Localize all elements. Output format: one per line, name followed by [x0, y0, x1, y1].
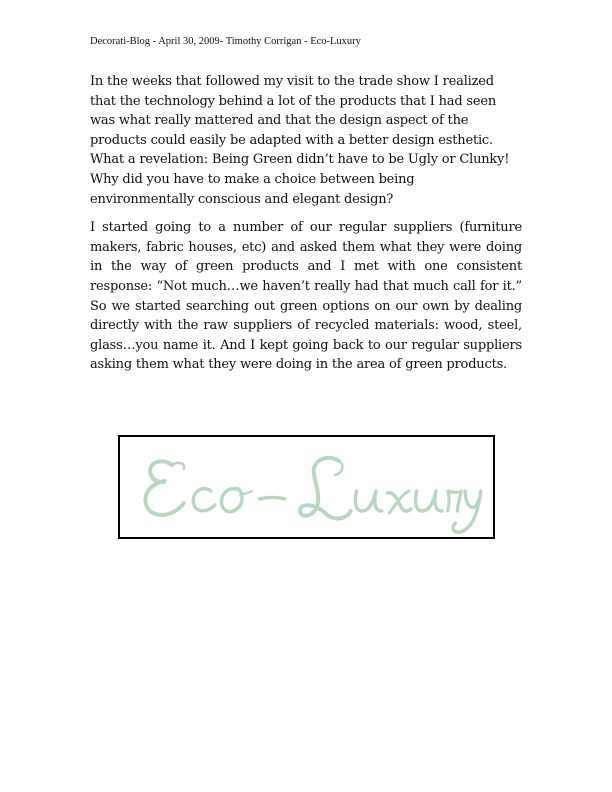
eco-luxury-logo-script [120, 437, 493, 537]
paragraph-1: In the weeks that followed my visit to the trade show I realized that the technology behind a lot of the products that I had seen was what really mattered and that the design aspect of the products could easily be adapted with a better design esthetic. What a revelation: Being Green didn’t have to be Ugly or Clunky! Why did you have to make a choice between being environmentally conscious and elegant design? [90, 74, 510, 207]
running-header: Decorati-Blog - April 30, 2009- Timothy Corrigan - Eco-Luxury [90, 36, 361, 47]
eco-luxury-logo [118, 435, 495, 539]
paragraph-2: I started going to a number of our regular suppliers (furniture makers, fabric houses, etc) and asked them what they were doing in the way of green products and I met with one consistent response: “Not much…we haven’t really had that much call for it.” So we started searching out green options on our own by dealing directly with the raw suppliers of recycled materials: wood, steel, glass…you name it. And I kept going back to our regular suppliers asking them what they were doing in the area of green products. [90, 220, 522, 373]
article-body [90, 72, 522, 375]
